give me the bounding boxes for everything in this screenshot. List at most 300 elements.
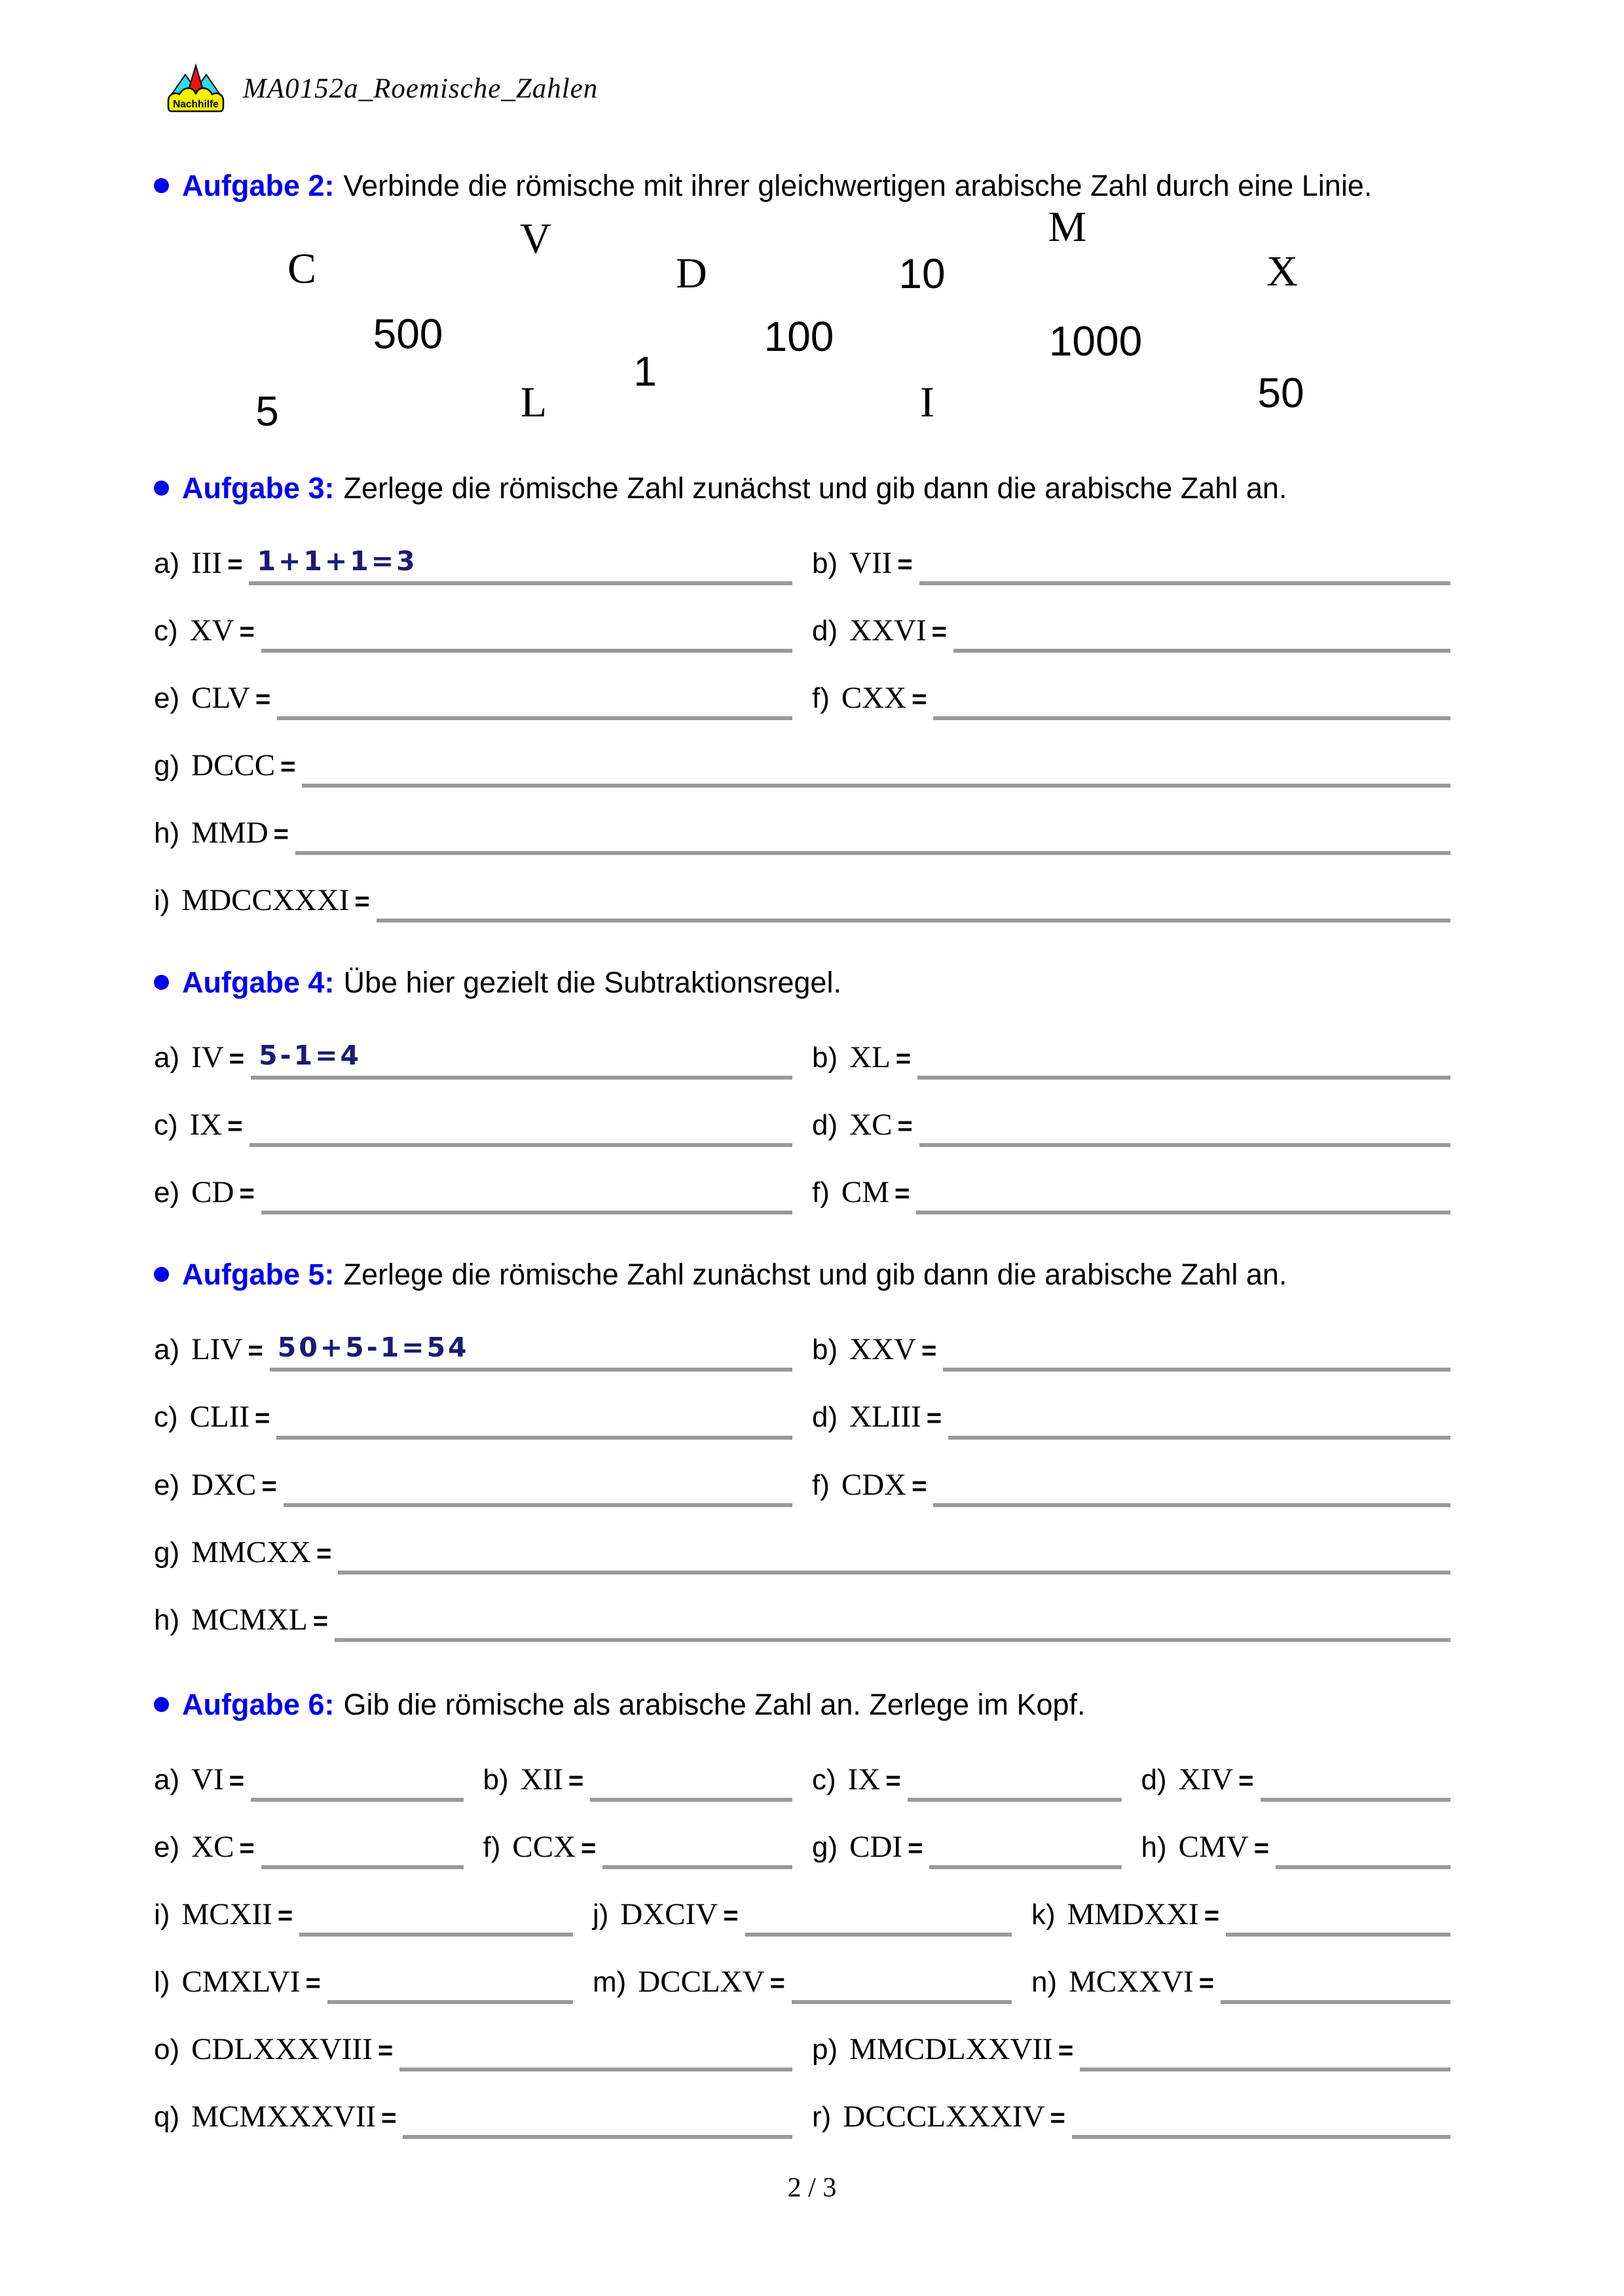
answer-area — [249, 1107, 792, 1142]
answer-area — [929, 1829, 1121, 1865]
item-roman: III — [191, 546, 223, 580]
equals-sign: = — [227, 1112, 243, 1141]
item-roman: CDX — [841, 1467, 907, 1502]
fill-in-item — [812, 1829, 1141, 1865]
item-letter: f) — [812, 1468, 830, 1501]
answer-area — [602, 1829, 792, 1865]
answer-area — [590, 1762, 792, 1797]
item-roman: XXVI — [849, 613, 927, 648]
section-instruction: Zerlege die römische Zahl zunächst und gib dann die arabische Zahl an. — [343, 1258, 1287, 1292]
answer-area — [251, 1040, 792, 1075]
answer-area — [933, 680, 1450, 716]
fill-in-item — [1031, 1964, 1470, 1999]
item-letter: o) — [154, 2033, 180, 2066]
equals-sign: = — [1238, 1766, 1254, 1795]
bullet-icon — [154, 178, 169, 193]
fill-in-item — [154, 2032, 812, 2067]
answer-line — [908, 1798, 1122, 1802]
match-item-arabic: 500 — [373, 310, 443, 357]
answer-area — [270, 1332, 792, 1367]
match-item-roman: V — [520, 215, 551, 263]
bullet-icon — [154, 975, 169, 990]
item-roman: DCCC — [191, 748, 276, 783]
equals-sign: = — [312, 1606, 329, 1635]
equals-sign: = — [723, 1901, 739, 1930]
equals-sign: = — [931, 617, 947, 647]
item-letter: c) — [154, 615, 178, 647]
fill-in-item — [154, 2099, 812, 2134]
fill-in-item — [154, 883, 1470, 918]
item-letter: b) — [483, 1763, 509, 1796]
section-title: Aufgabe 3: — [182, 471, 335, 505]
answer-line — [335, 1638, 1450, 1642]
fill-in-item — [154, 545, 812, 581]
fill-row — [154, 2032, 1470, 2067]
section-heading-a5 — [154, 1254, 1470, 1295]
item-roman: MMD — [191, 816, 268, 850]
item-roman: CCX — [512, 1829, 576, 1864]
fill-in-item — [154, 613, 812, 648]
item-letter: h) — [154, 817, 180, 850]
item-letter: e) — [154, 682, 180, 715]
fill-row — [154, 1602, 1470, 1637]
answer-line — [933, 716, 1450, 720]
answer-area — [916, 1175, 1450, 1210]
answer-line — [377, 919, 1450, 922]
fill-in-item — [154, 1399, 812, 1434]
fill-row — [154, 1964, 1470, 1999]
answer-line — [1276, 1865, 1450, 1869]
equals-sign: = — [897, 550, 913, 579]
equals-sign: = — [912, 1471, 927, 1501]
matching-area — [154, 203, 1470, 443]
answer-line — [276, 1436, 792, 1440]
fill-row — [154, 1399, 1470, 1434]
fill-in-item — [812, 613, 1470, 648]
fill-in-item — [812, 2032, 1470, 2067]
answer-line — [251, 1798, 463, 1802]
item-roman: MMCDLXXVII — [849, 2032, 1053, 2066]
item-roman: XII — [520, 1762, 563, 1796]
item-letter: g) — [812, 1831, 838, 1863]
fill-row — [154, 748, 1470, 783]
section-instruction: Verbinde die römische mit ihrer gleichwertigen arabische Zahl durch eine Linie. — [343, 169, 1373, 202]
equals-sign: = — [1204, 1901, 1220, 1930]
equals-sign: = — [248, 1336, 263, 1366]
answer-area — [953, 613, 1450, 648]
item-letter: k) — [1031, 1898, 1056, 1931]
fill-in-item — [812, 1040, 1470, 1075]
equals-sign: = — [568, 1766, 584, 1795]
equals-sign: = — [239, 1179, 255, 1209]
item-roman: XIV — [1178, 1762, 1234, 1796]
answer-line — [284, 1503, 792, 1507]
item-roman: CD — [191, 1175, 234, 1210]
match-item-roman: C — [287, 245, 317, 293]
item-roman: DXC — [191, 1467, 257, 1502]
equals-sign: = — [1050, 2103, 1065, 2132]
item-letter: a) — [154, 547, 180, 579]
answer-area — [261, 613, 792, 648]
match-item-roman: L — [520, 378, 547, 426]
answer-line — [1080, 2068, 1450, 2071]
fill-row — [154, 883, 1470, 918]
answer-area — [338, 1535, 1450, 1570]
equals-sign: = — [229, 1044, 245, 1074]
item-roman: LIV — [191, 1332, 243, 1367]
item-roman: MCXXVI — [1069, 1964, 1194, 1999]
item-letter: j) — [592, 1898, 609, 1931]
answer-line — [1221, 2000, 1450, 2004]
equals-sign: = — [277, 1901, 293, 1930]
answer-line — [745, 1933, 1012, 1937]
fill-in-item — [154, 1175, 812, 1210]
equals-sign: = — [239, 617, 255, 647]
equals-sign: = — [1198, 1968, 1215, 1997]
item-roman: CMV — [1178, 1829, 1249, 1864]
answer-line — [277, 716, 792, 720]
equals-sign: = — [305, 1968, 321, 1997]
answer-line — [295, 851, 1450, 855]
fill-in-item — [154, 1332, 812, 1367]
item-letter: a) — [154, 1763, 180, 1796]
answer-line — [916, 1211, 1450, 1214]
answer-line — [261, 649, 792, 653]
section-instruction: Zerlege die römische Zahl zunächst und gib dann die arabische Zahl an. — [343, 471, 1287, 505]
item-roman: MCMXXXVII — [191, 2099, 377, 2134]
answer-area — [1080, 2032, 1450, 2067]
equals-sign: = — [227, 550, 243, 579]
page-number: 2 / 3 — [787, 2173, 837, 2203]
equals-sign: = — [921, 1336, 937, 1366]
item-roman: IX — [189, 1108, 223, 1142]
answer-line — [953, 649, 1450, 653]
answer-line — [399, 2068, 792, 2071]
item-letter: g) — [154, 750, 180, 782]
answer-area — [933, 1467, 1450, 1503]
fill-in-item — [154, 1040, 812, 1075]
item-roman: IX — [847, 1762, 881, 1796]
section-title: Aufgabe 2: — [182, 169, 335, 202]
item-roman: XC — [191, 1829, 234, 1864]
section-heading-a6 — [154, 1685, 1470, 1725]
answer-area — [299, 1897, 573, 1932]
equals-sign: = — [280, 752, 296, 782]
item-roman: MMCXX — [191, 1535, 311, 1569]
item-roman: XV — [189, 613, 234, 648]
item-roman: CM — [841, 1175, 890, 1210]
document-title: MA0152a_Roemische_Zahlen — [243, 73, 599, 104]
answer-line — [948, 1436, 1450, 1440]
answer-line — [919, 1143, 1450, 1147]
item-letter: f) — [812, 1176, 830, 1209]
item-letter: a) — [154, 1334, 180, 1366]
fill-row — [154, 1535, 1470, 1570]
item-roman: CXX — [841, 681, 907, 716]
fill-in-item — [154, 1762, 483, 1797]
match-item-arabic: 1000 — [1048, 318, 1143, 365]
answer-area — [295, 815, 1450, 850]
equals-sign: = — [912, 685, 927, 714]
answer-area — [745, 1897, 1012, 1932]
section-title: Aufgabe 6: — [182, 1687, 335, 1721]
item-letter: b) — [812, 547, 838, 579]
equals-sign: = — [354, 887, 370, 917]
fill-row — [154, 1762, 1470, 1797]
fill-in-item — [812, 545, 1470, 581]
handwritten-answer: 50+5-1=54 — [277, 1332, 470, 1364]
answer-area — [792, 1964, 1012, 1999]
item-letter: h) — [1141, 1831, 1167, 1863]
answer-line — [403, 2135, 792, 2139]
fill-in-item — [154, 1467, 812, 1503]
item-letter: i) — [154, 884, 170, 917]
item-letter: e) — [154, 1468, 180, 1501]
answer-area — [1221, 1964, 1450, 1999]
item-roman: DCCLXV — [638, 1964, 765, 1999]
equals-sign: = — [381, 2103, 397, 2132]
answer-area — [377, 883, 1450, 918]
item-roman: XC — [849, 1108, 893, 1142]
item-roman: XL — [849, 1040, 891, 1075]
item-letter: d) — [812, 615, 838, 647]
equals-sign: = — [895, 1179, 910, 1209]
answer-line — [919, 581, 1450, 585]
item-letter: p) — [812, 2033, 838, 2066]
fill-in-item — [154, 1964, 593, 1999]
item-letter: d) — [1141, 1763, 1167, 1796]
fill-in-item — [593, 1964, 1031, 1999]
answer-area — [277, 680, 792, 716]
answer-line — [261, 1211, 792, 1214]
answer-area — [1261, 1762, 1450, 1797]
item-letter: f) — [483, 1831, 501, 1863]
equals-sign: = — [239, 1833, 255, 1863]
answer-area — [1226, 1897, 1450, 1932]
fill-in-item — [1141, 1829, 1471, 1865]
answer-area — [1276, 1829, 1450, 1865]
item-letter: f) — [812, 682, 830, 715]
item-roman: VII — [849, 546, 893, 580]
answer-line — [338, 1571, 1450, 1575]
fill-in-item — [154, 1107, 812, 1142]
fill-in-item — [154, 815, 1470, 850]
answer-area — [327, 1964, 573, 1999]
fill-in-item — [154, 1897, 593, 1932]
answer-line — [1261, 1798, 1450, 1802]
equals-sign: = — [261, 1471, 277, 1501]
bullet-icon — [154, 1267, 169, 1282]
equals-sign: = — [895, 1044, 912, 1074]
item-letter: d) — [812, 1109, 838, 1142]
equals-sign: = — [273, 820, 289, 849]
answer-line — [917, 1076, 1450, 1080]
answer-area — [251, 1762, 463, 1797]
fill-in-item — [483, 1829, 813, 1865]
equals-sign: = — [255, 1404, 270, 1433]
fill-in-item — [483, 1762, 813, 1797]
item-letter: r) — [812, 2100, 832, 2133]
section-heading-a4 — [154, 962, 1470, 1003]
equals-sign: = — [885, 1766, 901, 1795]
fill-in-item — [154, 748, 1470, 783]
item-letter: c) — [154, 1401, 178, 1434]
section-heading-a2 — [154, 166, 1470, 206]
equals-sign: = — [1253, 1833, 1270, 1863]
item-letter: b) — [812, 1042, 838, 1074]
answer-line — [299, 1933, 573, 1937]
item-letter: l) — [154, 1965, 170, 1998]
equals-sign: = — [229, 1766, 245, 1795]
equals-sign: = — [316, 1539, 332, 1568]
answer-line — [602, 1865, 792, 1869]
fill-in-item — [154, 1535, 1470, 1570]
handwritten-answer: 5-1=4 — [259, 1040, 362, 1072]
fill-row — [154, 1332, 1470, 1367]
equals-sign: = — [926, 1404, 942, 1433]
item-roman: VI — [191, 1762, 224, 1796]
item-roman: IV — [191, 1040, 224, 1075]
fill-row — [154, 1040, 1470, 1075]
match-item-arabic: 5 — [255, 388, 279, 435]
section-instruction: Übe hier gezielt die Subtraktionsregel. — [343, 966, 841, 1000]
fill-row — [154, 2099, 1470, 2134]
answer-line — [1226, 1933, 1450, 1937]
fill-row — [154, 1829, 1470, 1865]
answer-line — [792, 2000, 1012, 2004]
fill-row — [154, 815, 1470, 850]
item-letter: q) — [154, 2100, 180, 2133]
item-letter: b) — [812, 1334, 838, 1366]
equals-sign: = — [255, 685, 271, 714]
answer-line — [933, 1503, 1450, 1507]
fill-in-item — [154, 1829, 483, 1865]
fill-in-item — [154, 680, 812, 716]
answer-area — [249, 545, 792, 581]
answer-line — [249, 1143, 792, 1147]
answer-line — [270, 1368, 792, 1372]
answer-area — [276, 1399, 792, 1434]
item-letter: d) — [812, 1401, 838, 1434]
fill-row — [154, 1467, 1470, 1503]
fill-in-item — [812, 1467, 1470, 1503]
item-roman: CDLXXXVIII — [191, 2032, 373, 2066]
fill-in-item — [812, 1107, 1470, 1142]
item-letter: n) — [1031, 1965, 1058, 1998]
item-letter: h) — [154, 1603, 180, 1636]
item-letter: e) — [154, 1176, 180, 1209]
item-roman: MCMXL — [191, 1602, 308, 1637]
fill-row — [154, 680, 1470, 716]
answer-line — [261, 1865, 464, 1869]
section-instruction: Gib die römische als arabische Zahl an. Zerlege im Kopf. — [343, 1687, 1086, 1721]
section-title: Aufgabe 4: — [182, 966, 335, 1000]
fill-in-item — [812, 2099, 1470, 2134]
item-roman: XLIII — [849, 1400, 921, 1434]
fill-row — [154, 1107, 1470, 1142]
equals-sign: = — [769, 1968, 785, 1997]
item-roman: CLII — [189, 1400, 250, 1434]
match-item-arabic: 50 — [1257, 369, 1304, 416]
equals-sign: = — [581, 1833, 597, 1863]
answer-line — [929, 1865, 1121, 1869]
fill-in-item — [812, 680, 1470, 716]
match-item-roman: M — [1048, 203, 1087, 251]
equals-sign: = — [1058, 2035, 1074, 2065]
nachhilfe-logo-icon — [166, 64, 226, 113]
item-roman: CMXLVI — [181, 1964, 301, 1999]
answer-area — [917, 1040, 1450, 1075]
answer-line — [1072, 2135, 1450, 2139]
answer-area — [261, 1175, 792, 1210]
item-roman: DXCIV — [620, 1897, 718, 1931]
item-roman: MCXII — [181, 1897, 272, 1931]
answer-area — [284, 1467, 792, 1503]
fill-row — [154, 1897, 1470, 1932]
fill-in-item — [812, 1175, 1470, 1210]
item-roman: CDI — [849, 1829, 903, 1864]
answer-area — [1072, 2099, 1450, 2134]
fill-in-item — [593, 1897, 1031, 1932]
answer-area — [908, 1762, 1122, 1797]
match-item-roman: X — [1266, 247, 1298, 295]
answer-area — [919, 1107, 1450, 1142]
fill-row — [154, 545, 1470, 581]
answer-line — [249, 581, 792, 585]
item-roman: XXV — [849, 1332, 916, 1367]
answer-area — [919, 545, 1450, 581]
answer-area — [261, 1829, 464, 1865]
item-roman: MDCCXXXI — [181, 883, 350, 918]
equals-sign: = — [897, 1112, 913, 1141]
fill-row — [154, 1175, 1470, 1210]
item-letter: e) — [154, 1831, 180, 1863]
answer-area — [399, 2032, 792, 2067]
page-header — [166, 62, 1470, 115]
section-title: Aufgabe 5: — [182, 1258, 335, 1292]
answer-area — [943, 1332, 1450, 1367]
item-roman: CLV — [191, 681, 250, 716]
bullet-icon — [154, 1697, 169, 1712]
bullet-icon — [154, 481, 169, 496]
equals-sign: = — [377, 2035, 394, 2065]
answer-area — [403, 2099, 792, 2134]
match-item-arabic: 100 — [764, 313, 834, 360]
fill-in-item — [154, 1602, 1470, 1637]
answer-line — [943, 1368, 1450, 1372]
answer-line — [327, 2000, 573, 2004]
fill-row — [154, 613, 1470, 648]
equals-sign: = — [908, 1833, 923, 1863]
fill-in-item — [812, 1332, 1470, 1367]
answer-line — [251, 1076, 792, 1080]
item-letter: g) — [154, 1536, 180, 1569]
match-item-arabic: 1 — [633, 348, 657, 395]
item-letter: m) — [592, 1965, 627, 1998]
item-letter: i) — [154, 1898, 170, 1931]
fill-in-item — [1141, 1762, 1471, 1797]
item-letter: c) — [812, 1763, 836, 1796]
answer-area — [948, 1399, 1450, 1434]
fill-in-item — [812, 1762, 1141, 1797]
answer-line — [590, 1798, 792, 1802]
section-heading-a3 — [154, 468, 1470, 509]
match-item-arabic: 10 — [898, 250, 946, 297]
item-letter: a) — [154, 1042, 180, 1074]
fill-in-item — [1031, 1897, 1470, 1932]
match-item-roman: I — [920, 378, 934, 426]
item-roman: DCCCLXXXIV — [843, 2099, 1045, 2134]
